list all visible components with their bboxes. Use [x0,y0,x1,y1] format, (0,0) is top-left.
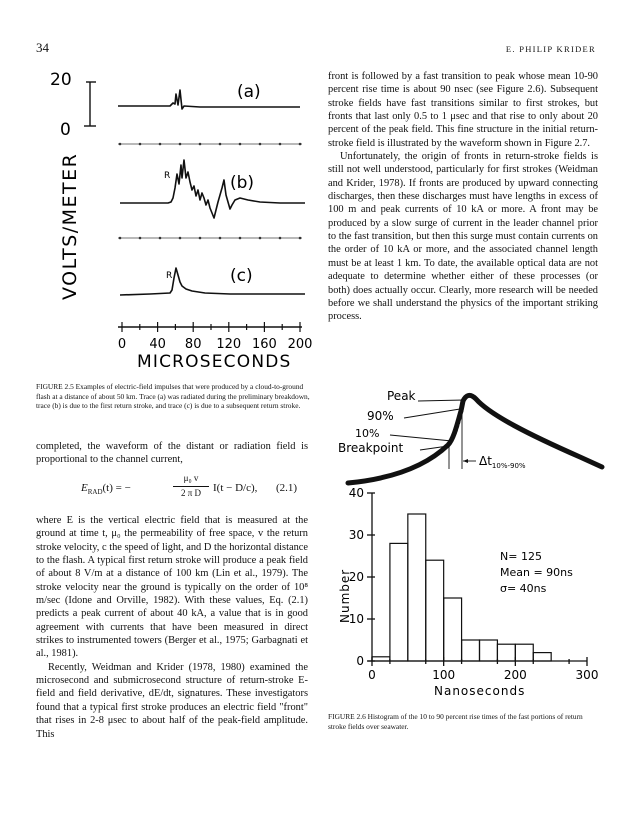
left-paragraph-1: completed, the waveform of the distant or radiation field is proportional to the channel current, [36,441,308,466]
histogram-x-tick-label: 100 [432,668,456,682]
time-mark-dot [219,143,222,146]
time-axis-tick-label: 120 [216,337,242,352]
time-mark-dot [259,143,262,146]
left-column-continued [36,514,308,741]
breakdown-marker-b: R [164,171,171,181]
y-tick-0: 0 [60,120,71,140]
time-mark-dot [299,143,302,146]
figure-2-5-caption: FIGURE 2.5 Examples of electric-field impulses that were produced by a cloud-to-ground flash at a distance of about 50 km. Trace (a) was radiated during the preliminary breakdown, trace (b) is due to the first return stroke, and trace (c) is due to a subsequent return stroke. [36,382,310,411]
figure-2-6-caption: FIGURE 2.6 Histogram of the 10 to 90 percent rise times of the fast portions of return stroke fields over seawater. [328,712,583,731]
histogram-y-tick-label: 10 [348,612,364,626]
peak-leader [418,400,464,401]
histogram-bar [408,514,426,661]
p90-leader [404,409,460,418]
figure-2-6-waveform [330,383,620,493]
trace-b [120,160,305,218]
histogram-bar [480,640,498,661]
y-tick-20: 20 [50,70,72,90]
time-mark-dot [139,237,142,240]
left-paragraph-2: where E is the vertical electric field that is measured at the ground at time t, μ₀ the permeability of free space, v the return stroke velocity, c the speed of light, and D the horizontal distance to the flash. A typical first return stroke will produce a peak field of about 8 V/m at a distance of 100 km (Lin et al., 1979). The stroke velocity near the ground is typically on the order of 10⁸ m/sec (Idone and Orville, 1982). With these values, Eq. (2.1) predicts a peak current of about 40 kA, a value that is in good agreement with currents that have been measured in direct strikes to instrumented towers (Berger et al., 1975; Garbagnati et al., 1981). [36,515,308,660]
trace-a [118,90,300,109]
time-axis-tick-label: 0 [117,337,127,352]
stat-sigma: σ= 40ns [500,582,547,595]
breakdown-marker-c: R [166,271,173,281]
y-axis-label: VOLTS/METER [59,152,81,300]
trace-label-c: (c) [230,266,253,286]
histogram-bar [444,598,462,661]
eq-lhs: $E_{RAD}(t)$ = − [81,482,131,497]
right-paragraph-2: Unfortunately, the origin of fronts in return-stroke fields is still not well understood, particularly for first strokes (Weidman and Krider, 1978). If fronts are produced by upward connecting discharges, then these discharges must have lengths in excess of 100 m and peak currents of 10 kA or more. A front may be produced by a slow surge of current in the leader channel prior to the fast transition, but then this surge must contain currents on the order of 10 kA or more, and the associated channel length must be at least 1 km. To date, the available optical data are not adequate to determine whether either of these processes (or both) does actually occur. Clearly, more research will be needed before we shall understand the physics of the important striking process. [328,151,598,323]
histogram-y-tick-label: 40 [348,486,364,500]
eq-numerator: μ₀ v [183,473,199,483]
time-axis-tick-label: 160 [251,337,277,352]
page-number: 34 [36,40,49,55]
time-mark-dot [199,237,202,240]
label-10: 10% [355,427,380,440]
time-axis-tick-label: 40 [149,337,166,352]
figure-2-6-histogram [330,485,620,710]
trace-label-b: (b) [230,173,255,193]
left-column [36,440,308,467]
eq-fraction-bar [173,486,209,487]
time-axis-tick-label: 80 [184,337,202,352]
trace-label-a: (a) [237,82,261,102]
time-mark-dot [159,143,162,146]
label-90: 90% [367,409,394,423]
stat-n: N= 125 [500,550,542,563]
histogram-bar [497,644,515,661]
x-axis-label: MICROSECONDS [137,352,292,372]
time-mark-dot [179,237,182,240]
histogram-x-label: Nanoseconds [434,684,526,698]
histogram-x-tick-label: 0 [368,668,376,682]
time-axis-tick-label: 200 [287,337,313,352]
time-mark-dot [239,143,242,146]
eq-rhs: I(t − D/c), [213,482,258,494]
equation-2-1 [36,473,308,503]
histogram-bar [515,644,533,661]
running-head: E. PHILIP KRIDER [505,44,596,54]
time-mark-dot [239,237,242,240]
time-mark-dot [119,237,122,240]
time-mark-dot [139,143,142,146]
right-column [328,70,598,324]
histogram-y-tick-label: 30 [348,528,364,542]
time-mark-dot [159,237,162,240]
histogram-bar [426,560,444,661]
histogram-bar [533,653,551,661]
time-mark-dot [259,237,262,240]
figure-2-5-traces [30,60,320,372]
right-paragraph-1: front is followed by a fast transition to peak whose mean 10-90 percent rise time is about 90 nsec (see Figure 2.6). Subsequent stroke fields have fast transitions similar to first strokes, but fronts that last only 0.5 to 1 μsec and that rise to only about 20 percent of the peak field. This fine structure in the initial return-stroke field is illustrated by the waveform shown in Figure 2.7. [328,71,598,149]
histogram-x-tick-label: 200 [503,668,527,682]
label-peak: Peak [387,389,416,403]
histogram-bar [462,640,480,661]
histogram-y-tick-label: 20 [348,570,364,584]
trace-c [120,268,305,295]
stat-mean: Mean = 90ns [500,566,573,579]
histogram-y-label: Number [338,568,352,623]
left-paragraph-3: Recently, Weidman and Krider (1978, 1980) examined the microsecond and submicrosecond structure of return-stroke E-field and field derivative, dE/dt, signatures. These investigators found that a typical first stroke produces an electric field "front" that rises in 2-8 μsec to about half of the peak-field amplitude. This [36,661,308,740]
eq-denominator: 2 π D [180,488,202,498]
histogram-y-tick-label: 0 [356,654,364,668]
time-mark-dot [119,143,122,146]
label-delta-t: $\Delta t_{10\%-90\%}$ [479,454,526,470]
time-mark-dot [279,237,282,240]
eq-number: (2.1) [276,482,298,494]
time-mark-dot [199,143,202,146]
histogram-x-tick-label: 300 [575,668,599,682]
label-breakpoint: Breakpoint [338,441,404,455]
time-mark-dot [279,143,282,146]
time-mark-dot [179,143,182,146]
time-mark-dot [299,237,302,240]
time-mark-dot [219,237,222,240]
histogram-bar [390,543,408,661]
